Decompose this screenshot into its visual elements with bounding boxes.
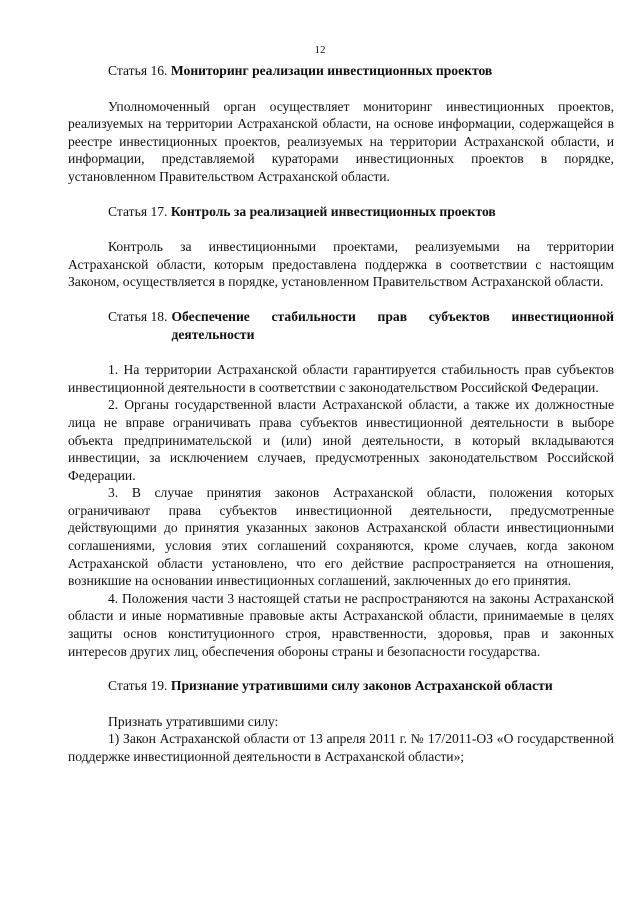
- article-16-heading: [68, 62, 614, 80]
- article-18-paragraph-4: 4. Положения части 3 настоящей статьи не распространяются на законы Астраханской области и иные нормативные правовые акты Астраханской области, принимаемые в целях защиты основ конституционного строя, нравственности, здоровья, прав и законных интересов других лиц, обеспечения обороны страны и безопасности государства.: [68, 590, 614, 659]
- page-number: 12: [314, 44, 326, 56]
- article-16-label: Статья 16.: [108, 63, 168, 78]
- article-19-paragraph-1: Признать утратившими силу:: [108, 713, 279, 729]
- article-18-title: Обеспечение стабильности прав субъектов инвестиционной деятельности: [171, 308, 614, 342]
- article-19-paragraph-2: 1) Закон Астраханской области от 13 апреля 2011 г. № 17/2011-ОЗ «О государственной поддержке инвестиционной деятельности в Астраханской области»;: [68, 731, 614, 764]
- article-17-label: Статья 17.: [108, 203, 168, 219]
- article-17-title: Контроль за реализацией инвестиционных проектов: [170, 203, 496, 219]
- article-16-title: Мониторинг реализации инвестиционных проектов: [170, 63, 493, 78]
- article-18-heading: [68, 308, 614, 343]
- article-19-title: Признание утратившими силу законов Астраханской области: [170, 678, 553, 694]
- document-body: [68, 62, 614, 766]
- article-19-heading: [68, 677, 614, 695]
- article-18-paragraph-1: 1. На территории Астраханской области гарантируется стабильность прав субъектов инвестиционной деятельности в соответствии с законодательством Российской Федерации.: [68, 362, 614, 395]
- article-17-paragraph-1: Контроль за инвестиционными проектами, реализуемыми на территории Астраханской области, которым предоставлена поддержка в соответствии с настоящим Законом, осуществляется в порядке, установленном Правительством Астраханской области.: [68, 239, 614, 290]
- article-18-paragraph-3: 3. В случае принятия законов Астраханской области, положения которых ограничивают права субъектов инвестиционной деятельности, предусмотренные действующими до принятия указанных законов Астраханской области инвестиционными соглашениями, условия этих соглашений сохраняются, кроме случаев, когда законом Астраханской области установлено, что его действие распространяется на отношения, возникшие на основании инвестиционных соглашений, заключенных до его принятия.: [68, 485, 614, 589]
- article-17-heading: [68, 203, 614, 221]
- article-18-paragraph-2: 2. Органы государственной власти Астраханской области, а также их должностные лица не вправе ограничивать права субъектов инвестиционной деятельности в выборе объекта предпринимательской и (или) иной деятельности, в который вкладываются инвестиции, за исключением случаев, предусмотренных законодательством Российской Федерации.: [68, 397, 614, 483]
- article-16-paragraph-1: Уполномоченный орган осуществляет мониторинг инвестиционных проектов, реализуемых на территории Астраханской области, на основе информации, содержащейся в реестре инвестиционных проектов, реализуемых на территории Астраханской области, и информации, представляемой кураторами инвестиционных проектов в порядке, установленном Правительством Астраханской области.: [68, 98, 614, 184]
- article-18-label: Статья 18.: [108, 308, 168, 324]
- article-19-label: Статья 19.: [108, 678, 168, 694]
